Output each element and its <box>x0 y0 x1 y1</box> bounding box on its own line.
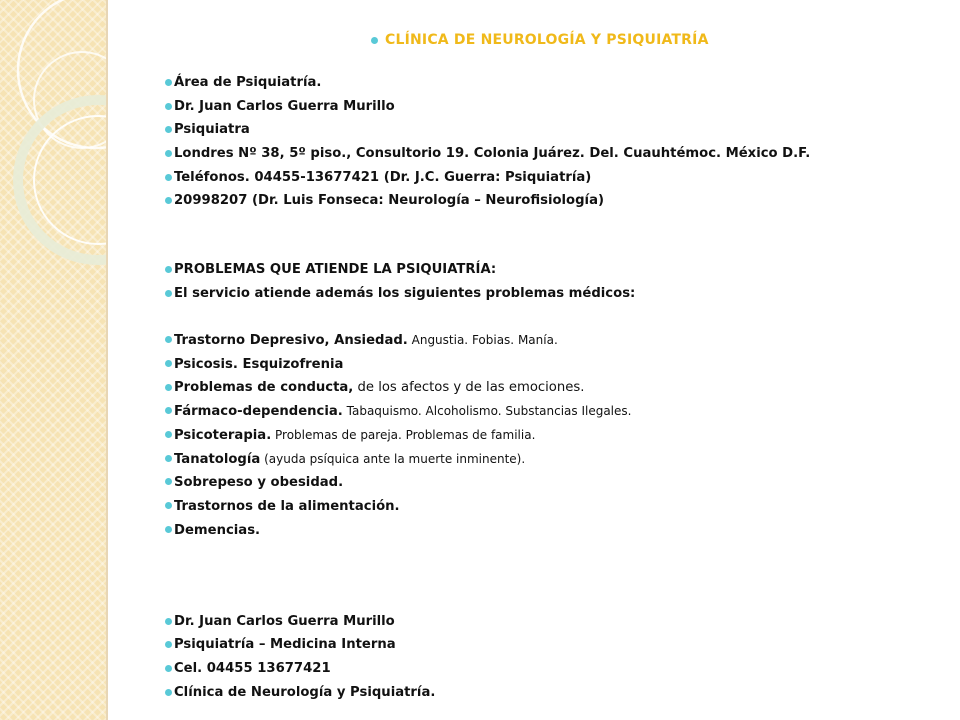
bullet-icon <box>165 150 172 157</box>
footer-line <box>174 613 395 631</box>
service-item <box>174 331 558 350</box>
service-item <box>174 355 343 374</box>
bullet-icon <box>165 103 172 110</box>
contact-line <box>174 192 604 210</box>
footer-text: Clínica de Neurología y Psiquiatría. <box>174 685 436 700</box>
footer-line <box>174 684 435 702</box>
bullet-icon <box>165 641 172 648</box>
service-name: Psicosis. Esquizofrenia <box>174 357 344 372</box>
bullet-icon <box>165 336 172 343</box>
contact-text: Área de Psiquiatría. <box>174 75 322 90</box>
bullet-icon <box>165 174 172 181</box>
contact-text: Teléfonos. 04455-13677421 (Dr. J.C. Guerra: Psiquiatría) <box>174 170 592 185</box>
bullet-icon <box>165 526 172 533</box>
service-name: Fármaco-dependencia. <box>174 404 343 419</box>
footer-line <box>174 660 331 678</box>
bullet-icon <box>165 665 172 672</box>
bullet-icon <box>371 37 378 44</box>
footer-text: Psiquiatría – Medicina Interna <box>174 637 396 652</box>
contact-line <box>174 74 321 92</box>
service-item <box>174 450 525 469</box>
footer-text: Cel. 04455 13677421 <box>174 661 331 676</box>
bullet-icon <box>165 478 172 485</box>
service-item <box>174 402 631 421</box>
bullet-icon <box>165 502 172 509</box>
contact-text: 20998207 (Dr. Luis Fonseca: Neurología – Neurofisiología) <box>174 193 604 208</box>
bullet-icon <box>165 126 172 133</box>
bullet-icon <box>165 618 172 625</box>
slide-title-text: CLÍNICA DE NEUROLOGÍA Y PSIQUIATRÍA <box>385 32 709 48</box>
bullet-icon <box>165 455 172 462</box>
service-name: Tanatología <box>174 452 261 467</box>
service-detail: Tabaquismo. Alcoholismo. Substancias Ilegales. <box>342 404 632 418</box>
service-detail: Problemas de pareja. Problemas de familia. <box>271 428 536 442</box>
slide-title <box>385 32 709 48</box>
contact-line <box>174 98 395 116</box>
service-item <box>174 497 400 516</box>
service-detail: Angustia. Fobias. Manía. <box>407 333 558 347</box>
contact-text: Dr. Juan Carlos Guerra Murillo <box>174 99 395 114</box>
problems-intro <box>174 285 635 303</box>
problems-intro-text: El servicio atiende además los siguientes problemas médicos: <box>174 286 636 301</box>
sidebar-divider <box>106 0 108 720</box>
service-item <box>174 379 584 397</box>
service-detail: (ayuda psíquica ante la muerte inminente). <box>260 452 526 466</box>
bullet-icon <box>165 290 172 297</box>
bullet-icon <box>165 384 172 391</box>
footer-text: Dr. Juan Carlos Guerra Murillo <box>174 614 395 629</box>
contact-text: Londres Nº 38, 5º piso., Consultorio 19. Colonia Juárez. Del. Cuauhtémoc. México D.F. <box>174 146 811 161</box>
service-item <box>174 521 260 540</box>
service-name: Problemas de conducta, <box>174 380 354 395</box>
service-item <box>174 426 535 445</box>
service-item <box>174 473 343 492</box>
bullet-icon <box>165 197 172 204</box>
problems-heading-text: PROBLEMAS QUE ATIENDE LA PSIQUIATRÍA: <box>174 262 497 277</box>
bullet-icon <box>165 407 172 414</box>
problems-heading <box>174 261 496 279</box>
footer-line <box>174 636 396 654</box>
decorative-circles-icon <box>0 0 106 720</box>
service-name: Demencias. <box>174 523 261 538</box>
contact-line <box>174 145 810 163</box>
service-name: Trastornos de la alimentación. <box>174 499 400 514</box>
service-name: Trastorno Depresivo, Ansiedad. <box>174 333 408 348</box>
bullet-icon <box>165 266 172 273</box>
bullet-icon <box>165 79 172 86</box>
bullet-icon <box>165 431 172 438</box>
service-detail: de los afectos y de las emociones. <box>353 380 585 395</box>
contact-line <box>174 121 250 139</box>
service-name: Psicoterapia. <box>174 428 272 443</box>
bullet-icon <box>165 360 172 367</box>
contact-line <box>174 169 591 187</box>
service-name: Sobrepeso y obesidad. <box>174 475 344 490</box>
decorative-sidebar <box>0 0 106 720</box>
contact-text: Psiquiatra <box>174 122 250 137</box>
bullet-icon <box>165 689 172 696</box>
